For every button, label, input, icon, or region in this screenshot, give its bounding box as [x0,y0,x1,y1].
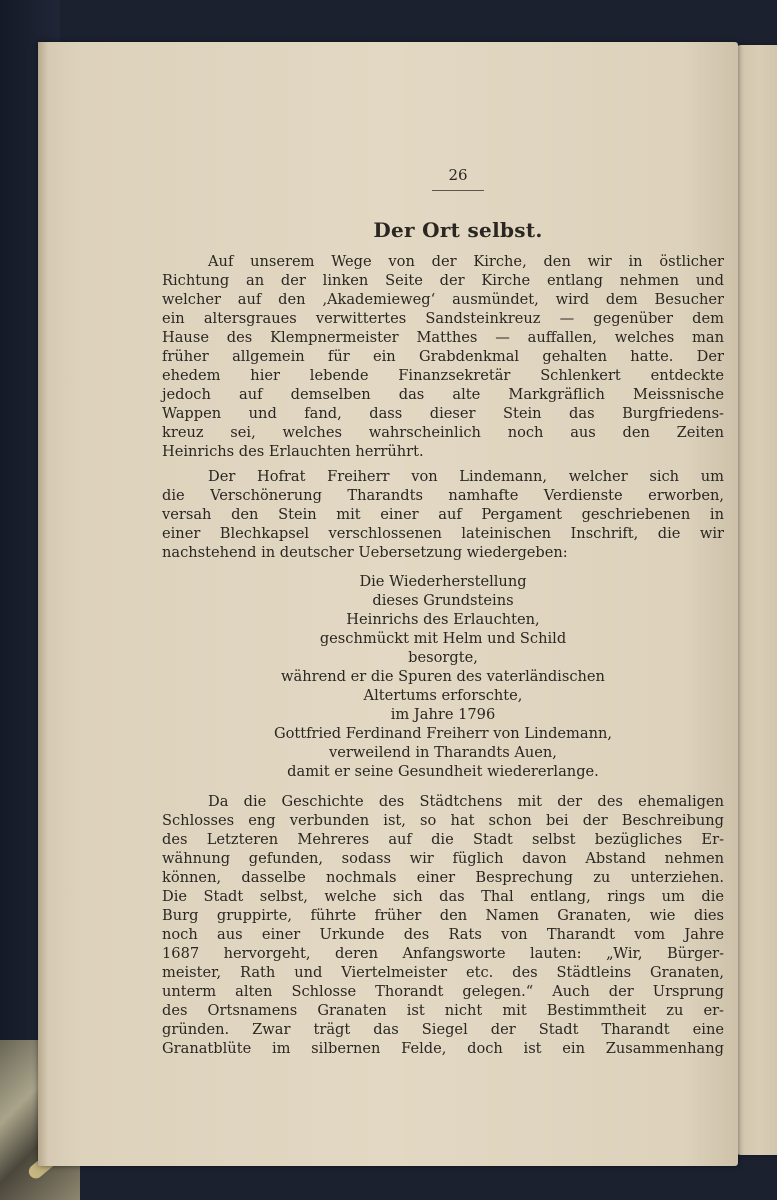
page-number-rule [432,190,484,191]
inscription-line: damit er seine Gesundheit wiedererlange. [287,763,599,780]
text-line: Die Stadt selbst, welche sich das Thal entlang, rings um die [162,888,724,905]
text-line: des Letzteren Mehreres auf die Stadt selbst bezügliches Er- [162,831,724,848]
text-line: können, dasselbe nochmals einer Besprechung zu unterziehen. [162,869,724,886]
page-number: 26 [448,166,468,184]
page-gutter-shadow [38,42,48,1166]
inscription-line: verweilend in Tharandts Auen, [329,744,557,761]
paragraph-3 [162,792,724,1058]
adjacent-page-edge [735,45,777,1155]
text-line: nachstehend in deutscher Uebersetzung wiedergeben: [162,544,568,561]
section-heading: Der Ort selbst. [373,218,543,242]
inscription-line: im Jahre 1796 [390,706,496,723]
text-line: Richtung an der linken Seite der Kirche entlang nehmen und [162,272,724,289]
text-line: Hause des Klempnermeister Matthes — auffallen, welches man [162,329,724,346]
text-line: meister, Rath und Viertelmeister etc. des Städtleins Granaten, [162,964,724,981]
inscription-line: Die Wiederherstellung [359,573,527,590]
text-line: 1687 hervorgeht, deren Anfangsworte lauten: „Wir, Bürger- [162,945,724,962]
paragraph-2 [162,467,724,562]
paragraph-1 [162,252,724,461]
text-line: früher allgemein für ein Grabdenkmal gehalten hatte. Der [162,348,724,365]
text-line: Schlosses eng verbunden ist, so hat schon bei der Beschreibung [162,812,724,829]
inscription-line: während er die Spuren des vaterländischen [281,668,605,685]
text-line: Heinrichs des Erlauchten herrührt. [162,443,424,460]
inscription-line: Heinrichs des Erlauchten, [346,611,540,628]
text-line: einer Blechkapsel verschlossenen lateinischen Inschrift, die wir [162,525,724,542]
text-line: kreuz sei, welches wahrscheinlich noch aus den Zeiten [162,424,724,441]
inscription-line: dieses Grundsteins [372,592,514,609]
text-line: gründen. Zwar trägt das Siegel der Stadt Tharandt eine [162,1021,724,1038]
text-line: Wappen und fand, dass dieser Stein das Burgfriedens- [162,405,724,422]
inscription-block [162,572,724,781]
text-line: ein altersgraues verwittertes Sandsteinkreuz — gegenüber dem [162,310,724,327]
inscription-line: Gottfried Ferdinand Freiherr von Lindemann, [273,725,613,742]
text-line: wähnung gefunden, sodass wir füglich davon Abstand nehmen [162,850,724,867]
text-line: Burg gruppirte, führte früher den Namen Granaten, wie dies [162,907,724,924]
text-line: welcher auf den ‚Akademieweg‘ ausmündet, wird dem Besucher [162,291,724,308]
book-page [38,42,738,1166]
text-line: die Verschönerung Tharandts namhafte Verdienste erworben, [162,487,724,504]
inscription-line: geschmückt mit Helm und Schild [319,630,567,647]
text-line: Der Hofrat Freiherr von Lindemann, welcher sich um [208,468,724,485]
text-line: ehedem hier lebende Finanzsekretär Schlenkert entdeckte [162,367,724,384]
text-line: unterm alten Schlosse Thorandt gelegen.“ Auch der Ursprung [162,983,724,1000]
inscription-line: besorgte, [408,649,478,666]
text-line: jedoch auf demselben das alte Markgräflich Meissnische [162,386,724,403]
text-line: Granatblüte im silbernen Felde, doch ist ein Zusammenhang [162,1040,724,1057]
inscription-line: Altertums erforschte, [363,687,523,704]
text-line: versah den Stein mit einer auf Pergament geschriebenen in [162,506,724,523]
text-line: Auf unserem Wege von der Kirche, den wir in östlicher [208,253,724,270]
text-line: noch aus einer Urkunde des Rats von Tharandt vom Jahre [162,926,724,943]
text-line: Da die Geschichte des Städtchens mit der des ehemaligen [208,793,724,810]
text-line: des Ortsnamens Granaten ist nicht mit Bestimmtheit zu er- [162,1002,724,1019]
